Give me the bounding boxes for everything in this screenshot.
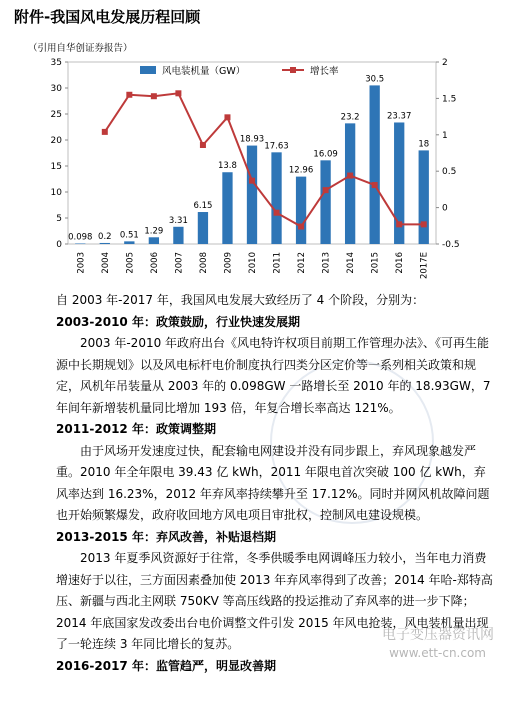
bar-mark bbox=[271, 152, 281, 244]
x-tick-label: 2008 bbox=[198, 252, 209, 274]
y-right-tick-label: 2 bbox=[442, 58, 448, 68]
bar-mark bbox=[370, 85, 380, 244]
watermark-site-name: 电子变压器资讯网 bbox=[382, 627, 494, 643]
growth-rate-point bbox=[396, 221, 402, 227]
x-tick-label: 2012 bbox=[297, 252, 308, 274]
y-left-tick-label: 10 bbox=[50, 188, 62, 198]
growth-rate-point bbox=[298, 224, 304, 230]
bar-mark bbox=[198, 212, 208, 244]
bar-data-label: 23.2 bbox=[340, 112, 360, 123]
bar-data-label: 18.93 bbox=[239, 134, 265, 145]
bar-mark bbox=[296, 177, 306, 244]
growth-rate-point bbox=[102, 129, 108, 135]
intro-paragraph: 自 2003 年-2017 年，我国风电发展大致经历了 4 个阶段，分别为： bbox=[56, 293, 425, 307]
x-tick-label: 2017E bbox=[419, 252, 430, 280]
bar-data-label: 6.15 bbox=[193, 201, 213, 212]
x-tick-label: 2009 bbox=[223, 252, 234, 274]
y-left-tick-label: 20 bbox=[50, 136, 62, 146]
bar-mark bbox=[173, 227, 183, 244]
bar-data-label: 17.63 bbox=[264, 141, 289, 152]
y-left-tick-label: 35 bbox=[50, 58, 62, 68]
growth-rate-point bbox=[347, 173, 353, 179]
y-right-tick-label: 0.5 bbox=[442, 167, 457, 178]
growth-rate-point bbox=[224, 114, 230, 120]
growth-rate-point bbox=[175, 90, 181, 96]
bar-data-label: 0.098 bbox=[68, 232, 93, 243]
y-left-tick-label: 25 bbox=[50, 110, 62, 120]
phase-3-paragraph: 2013 年夏季风资源好于往常，冬季供暖季电网调峰压力较小，当年电力消费增速好于以往，三方面因素叠加使 2013 年弃风率得到了改善；2014 年哈-郑特高压、新疆与西北主网联 750KV 等高压线路的投运推动了弃风率的进一步下降；2014 年底国家发改委出台电价调整文件引发 2015 年风电抢装，风电装机量出现了一轮连续 3 年同比增长的复苏。 bbox=[56, 551, 493, 651]
watermark-site-url: www.ett-cn.com bbox=[389, 646, 486, 660]
bar-data-label: 23.37 bbox=[387, 111, 412, 122]
bar-data-label: 30.5 bbox=[365, 74, 385, 85]
y-right-tick-label: 0 bbox=[442, 203, 448, 214]
bar-mark bbox=[320, 160, 330, 244]
bar-data-label: 13.8 bbox=[217, 161, 237, 172]
bar-data-label: 1.29 bbox=[144, 226, 164, 237]
x-tick-label: 2010 bbox=[248, 252, 258, 274]
growth-rate-point bbox=[372, 182, 378, 188]
bar-data-label: 16.09 bbox=[313, 149, 338, 160]
bar-data-label: 18 bbox=[418, 139, 430, 150]
bar-mark bbox=[124, 241, 134, 244]
y-right-tick-label: 1 bbox=[442, 130, 448, 141]
y-right-tick-label: 1.5 bbox=[442, 94, 457, 105]
legend-line-marker bbox=[290, 67, 296, 73]
legend-line-label: 增长率 bbox=[310, 66, 339, 77]
x-tick-label: 2007 bbox=[174, 252, 185, 274]
x-tick-label: 2005 bbox=[125, 252, 136, 274]
phase-1-heading: 2003-2010 年：政策鼓励，行业快速发展期 bbox=[56, 314, 300, 329]
wind-capacity-chart bbox=[0, 52, 512, 282]
phase-4-heading: 2016-2017 年：监管趋严，明显改善期 bbox=[56, 658, 276, 673]
growth-rate-point bbox=[200, 142, 206, 148]
bar-mark bbox=[345, 123, 355, 244]
bar-mark bbox=[247, 146, 257, 244]
x-tick-label: 2015 bbox=[370, 252, 381, 274]
phase-3-heading: 2013-2015 年：弃风改善，补贴退档期 bbox=[56, 529, 276, 544]
bar-mark bbox=[149, 237, 159, 244]
growth-rate-point bbox=[249, 178, 255, 184]
y-left-tick-label: 5 bbox=[56, 214, 62, 224]
growth-rate-point bbox=[274, 210, 280, 216]
y-left-tick-label: 0 bbox=[56, 240, 62, 250]
article-body bbox=[56, 290, 496, 677]
x-tick-label: 2016 bbox=[395, 252, 406, 274]
x-tick-label: 2004 bbox=[100, 252, 111, 274]
phase-1-paragraph: 2003 年-2010 年政府出台《风电特许权项目前期工作管理办法》、《可再生能源中长期规划》以及风电标杆电价制度执行四类分区定价等一系列相关政策和规定，风机年吊装量从 2003 年的 0.098GW 一路增长至 2010 年的 18.93GW，7 年间年新增装机量同比增加 193 倍，年复合增长率高达 121%。 bbox=[56, 336, 491, 415]
legend-bar-label: 风电装机量（GW） bbox=[162, 66, 246, 77]
bar-mark bbox=[100, 243, 110, 244]
x-tick-label: 2013 bbox=[321, 252, 332, 274]
bar-mark bbox=[419, 150, 429, 244]
growth-rate-point bbox=[126, 92, 132, 98]
y-left-tick-label: 30 bbox=[50, 84, 62, 94]
chart-source-note: （引用自华创证券报告） bbox=[28, 43, 133, 54]
growth-rate-point bbox=[421, 221, 427, 227]
x-tick-label: 2014 bbox=[346, 252, 357, 274]
bar-mark bbox=[222, 172, 232, 244]
phase-2-paragraph: 由于风场开发速度过快，配套输电网建设并没有同步跟上，弃风现象越发严重。2010 年全年限电 39.43 亿 kWh，2011 年限电首次突破 100 亿 kWh，弃风率达到 16.23%，2012 年弃风率持续攀升至 17.12%。同时并网风机故障问题也开始频繁爆发，政府收回地方风电项目审批权，控制风电建设规模。 bbox=[56, 443, 490, 522]
x-tick-label: 2003 bbox=[76, 252, 87, 274]
growth-rate-point bbox=[323, 187, 329, 193]
growth-rate-point bbox=[151, 93, 157, 99]
bar-data-label: 3.31 bbox=[168, 215, 188, 226]
bar-data-label: 0.2 bbox=[98, 231, 112, 242]
phase-2-heading: 2011-2012 年：政策调整期 bbox=[56, 422, 216, 436]
bar-mark bbox=[75, 243, 85, 244]
y-left-tick-label: 15 bbox=[50, 162, 62, 172]
legend-bar-swatch bbox=[140, 66, 156, 74]
bar-data-label: 12.96 bbox=[288, 165, 314, 176]
y-right-tick-label: -0.5 bbox=[442, 240, 460, 250]
x-tick-label: 2011 bbox=[272, 252, 283, 274]
x-tick-label: 2006 bbox=[149, 252, 160, 274]
bar-data-label: 0.51 bbox=[119, 230, 139, 241]
document-title: 附件-我国风电发展历程回顾 bbox=[14, 8, 201, 26]
